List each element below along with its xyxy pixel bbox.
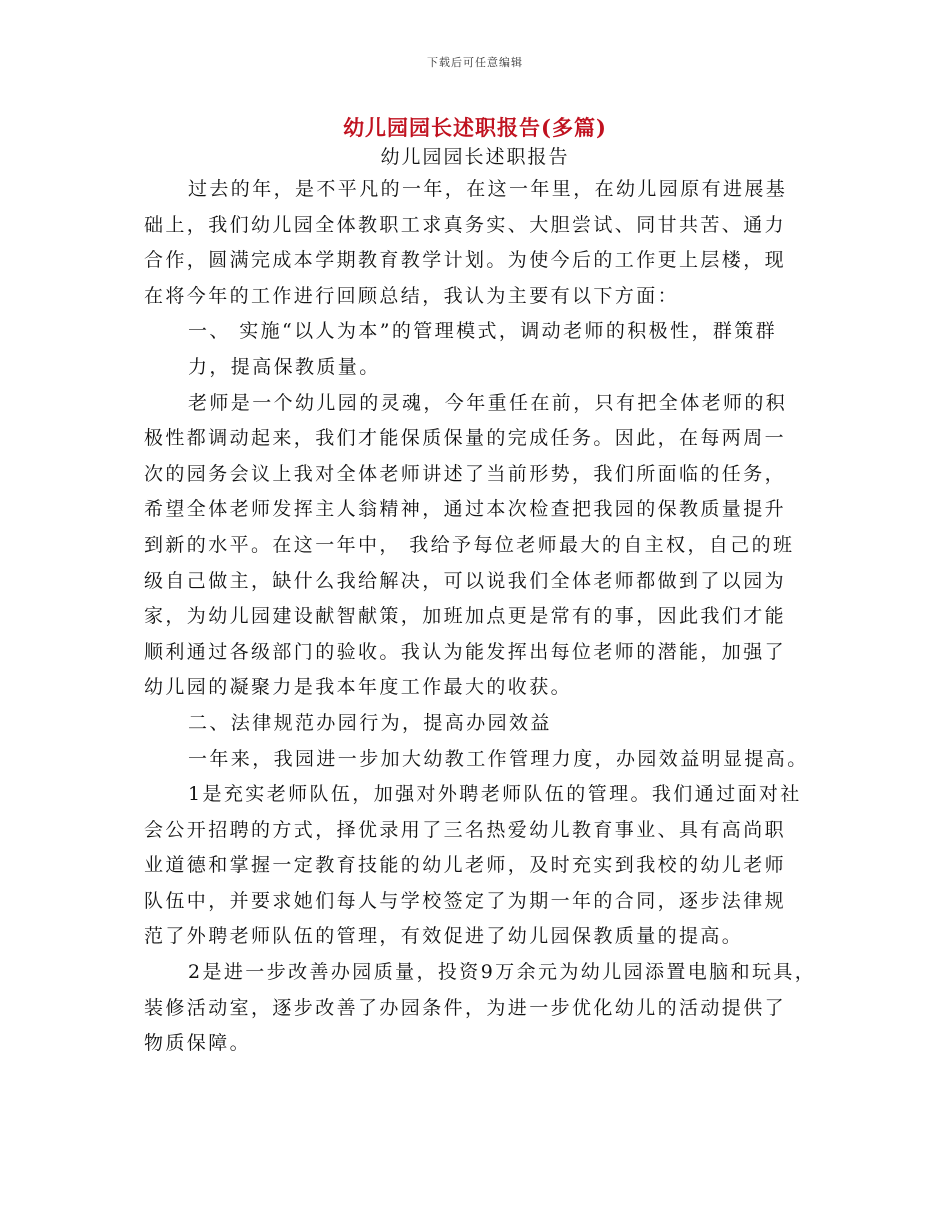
text-line: 到新的水平。在这一年中， 我给予每位老师最大的自主权，自己的班 [144, 533, 795, 556]
text-line: 二、法律规范办园行为，提高办园效益 [188, 711, 552, 734]
text-line: 一、 实施“以人为本”的管理模式，调动老师的积极性，群策群 [188, 320, 778, 343]
text-line: 队伍中，并要求她们每人与学校签定了为期一年的合同，逐步法律规 [144, 889, 787, 912]
text-line: 希望全体老师发挥主人翁精神，通过本次检查把我园的保教质量提升 [144, 498, 787, 521]
text-line: 幼儿园的凝聚力是我本年度工作最大的收获。 [144, 676, 573, 699]
text-line: 次的园务会议上我对全体老师讲述了当前形势，我们所面临的任务， [144, 462, 787, 485]
text-line: 范了外聘老师队伍的管理，有效促进了幼儿园保教质量的提高。 [144, 925, 744, 948]
text-line: 1是充实老师队伍，加强对外聘老师队伍的管理。我们通过面对社 [188, 783, 802, 806]
header-note: 下载后可任意编辑 [427, 56, 523, 69]
text-line: 合作，圆满完成本学期教育教学计划。为使今后的工作更上层楼，现 [144, 249, 787, 272]
document-subtitle: 幼儿园园长述职报告 [380, 146, 570, 168]
text-line: 在将今年的工作进行回顾总结，我认为主要有以下方面： [144, 284, 680, 307]
text-line: 一年来，我园进一步加大幼教工作管理力度，办园效益明显提高。 [188, 747, 809, 770]
text-line: 顺利通过各级部门的验收。我认为能发挥出每位老师的潜能，加强了 [144, 640, 787, 663]
text-line: 2是进一步改善办园质量，投资9万余元为幼儿园添置电脑和玩具， [188, 961, 817, 984]
text-line: 过去的年，是不平凡的一年，在这一年里，在幼儿园原有进展基 [188, 178, 788, 200]
text-line: 力，提高保教质量。 [188, 355, 381, 378]
text-line: 物质保障。 [144, 1032, 252, 1055]
text-line: 会公开招聘的方式，择优录用了三名热爱幼儿教育事业、具有高尚职 [144, 818, 787, 841]
text-line: 业道德和掌握一定教育技能的幼儿老师，及时充实到我校的幼儿老师 [144, 854, 787, 877]
text-line: 老师是一个幼儿园的灵魂，今年重任在前，只有把全体老师的积 [188, 391, 788, 414]
text-line: 装修活动室，逐步改善了办园条件，为进一步优化幼儿的活动提供了 [144, 996, 787, 1019]
text-line: 级自己做主，缺什么我给解决，可以说我们全体老师都做到了以园为 [144, 569, 787, 592]
document-body [144, 172, 834, 1062]
document-title: 幼儿园园长述职报告(多篇) [343, 115, 607, 140]
text-line: 础上，我们幼儿园全体教职工求真务实、大胆尝试、同甘共苦、通力 [144, 213, 787, 236]
text-line: 极性都调动起来，我们才能保质保量的完成任务。因此，在每两周一 [144, 427, 787, 450]
text-line: 家，为幼儿园建设献智献策，加班加点更是常有的事，因此我们才能 [144, 605, 787, 628]
